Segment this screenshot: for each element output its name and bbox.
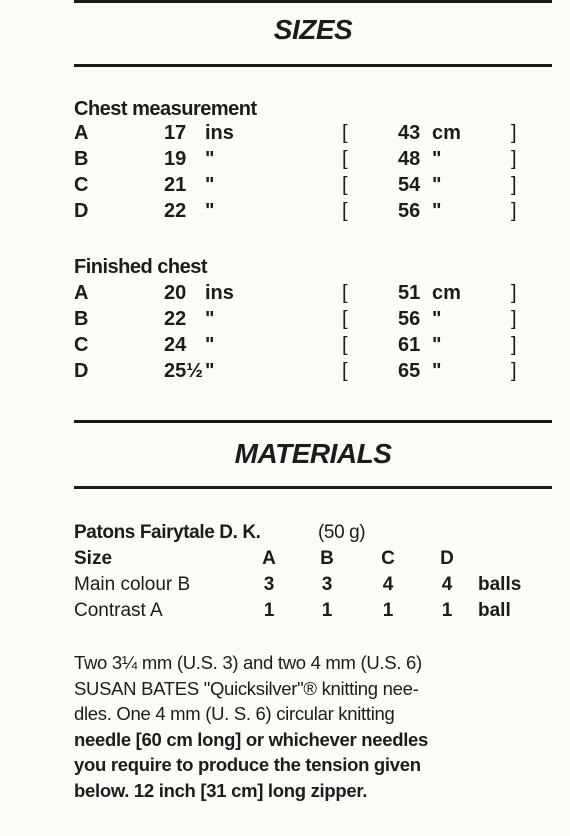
paragraph-line: needle [60 cm long] or whichever needles [74,728,429,750]
open-bracket: [ [342,200,348,222]
open-bracket: [ [342,122,348,144]
top-rule [74,0,552,3]
inches-unit: ins [205,122,234,144]
qty-c: 1 [382,600,394,621]
size-header: Size [74,548,113,569]
cm-unit: " [432,148,442,170]
row-label: Main colour B [74,574,191,595]
row-label: Contrast A [74,600,163,621]
inches-unit: " [205,200,215,222]
paragraph-line: SUSAN BATES "Quicksilver"® knitting nee- [74,677,419,699]
cm-value: 61 [398,334,421,356]
cm-unit: " [432,360,442,382]
materials-row [0,600,570,626]
close-bracket: ] [511,282,517,304]
cm-unit: cm [432,282,461,304]
qty-d: 1 [441,600,453,621]
inches-value: 24 [164,334,187,356]
cm-value: 51 [398,282,421,304]
size-letter: B [74,148,89,170]
size-row [0,308,570,334]
open-bracket: [ [342,360,348,382]
inches-value: 20 [164,282,187,304]
size-row [0,360,570,386]
cm-value: 65 [398,360,421,382]
size-c-header: C [381,548,395,569]
size-row [0,282,570,308]
open-bracket: [ [342,308,348,330]
materials-row [0,574,570,600]
size-row [0,334,570,360]
inches-value: 22 [164,200,187,222]
inches-value: 19 [164,148,187,170]
close-bracket: ] [511,360,517,382]
close-bracket: ] [511,334,517,356]
size-letter: B [74,308,89,330]
close-bracket: ] [511,308,517,330]
sizes-heading-rule [74,64,552,67]
size-d-header: D [440,548,454,569]
qty-unit: balls [478,574,522,595]
close-bracket: ] [511,200,517,222]
size-letter: A [74,282,89,304]
cm-unit: " [432,308,442,330]
paragraph-line: you require to produce the tension given [74,754,421,776]
qty-unit: ball [478,600,511,621]
size-b-header: B [320,548,334,569]
finished-chest-label: Finished chest [74,256,208,278]
cm-value: 43 [398,122,421,144]
qty-d: 4 [441,574,453,595]
size-row [0,148,570,174]
cm-value: 48 [398,148,421,170]
open-bracket: [ [342,174,348,196]
cm-unit: " [432,334,442,356]
inches-unit: " [205,360,215,382]
materials-top-rule [74,420,552,423]
inches-unit: " [205,334,215,356]
materials-heading: MATERIALS [234,438,392,469]
inches-unit: " [205,174,215,196]
size-row [0,122,570,148]
close-bracket: ] [511,174,517,196]
cm-unit: " [432,200,442,222]
materials-heading-rule [74,486,552,489]
yarn-weight: (50 g) [318,522,366,543]
cm-unit: cm [432,122,461,144]
size-letter: C [74,174,89,196]
cm-value: 56 [398,200,421,222]
cm-value: 54 [398,174,421,196]
paragraph-line: dles. One 4 mm (U. S. 6) circular knitting [74,703,395,725]
materials-paragraph [74,650,550,804]
size-row [0,200,570,226]
cm-unit: " [432,174,442,196]
close-bracket: ] [511,122,517,144]
sizes-heading: SIZES [273,14,353,45]
qty-b: 3 [321,574,333,595]
inches-unit: " [205,148,215,170]
qty-b: 1 [321,600,333,621]
yarn-label: Patons Fairytale D. K. [74,522,261,543]
inches-value: 22 [164,308,187,330]
paragraph-line: below. 12 inch [31 cm] long zipper. [74,779,368,801]
inches-unit: ins [205,282,234,304]
qty-a: 1 [263,600,275,621]
inches-value: 21 [164,174,187,196]
inches-value: 25½ [164,360,203,382]
open-bracket: [ [342,282,348,304]
inches-value: 17 [164,122,187,144]
cm-value: 56 [398,308,421,330]
close-bracket: ] [511,148,517,170]
chest-measurement-label: Chest measurement [74,98,257,120]
inches-unit: " [205,308,215,330]
size-a-header: A [262,548,276,569]
paragraph-line: Two 3¼ mm (U.S. 3) and two 4 mm (U.S. 6) [74,652,422,673]
size-letter: A [74,122,89,144]
size-letter: C [74,334,89,356]
qty-c: 4 [382,574,394,595]
size-letter: D [74,200,89,222]
size-letter: D [74,360,89,382]
materials-header-row [0,548,570,574]
size-row [0,174,570,200]
open-bracket: [ [342,334,348,356]
open-bracket: [ [342,148,348,170]
qty-a: 3 [263,574,275,595]
